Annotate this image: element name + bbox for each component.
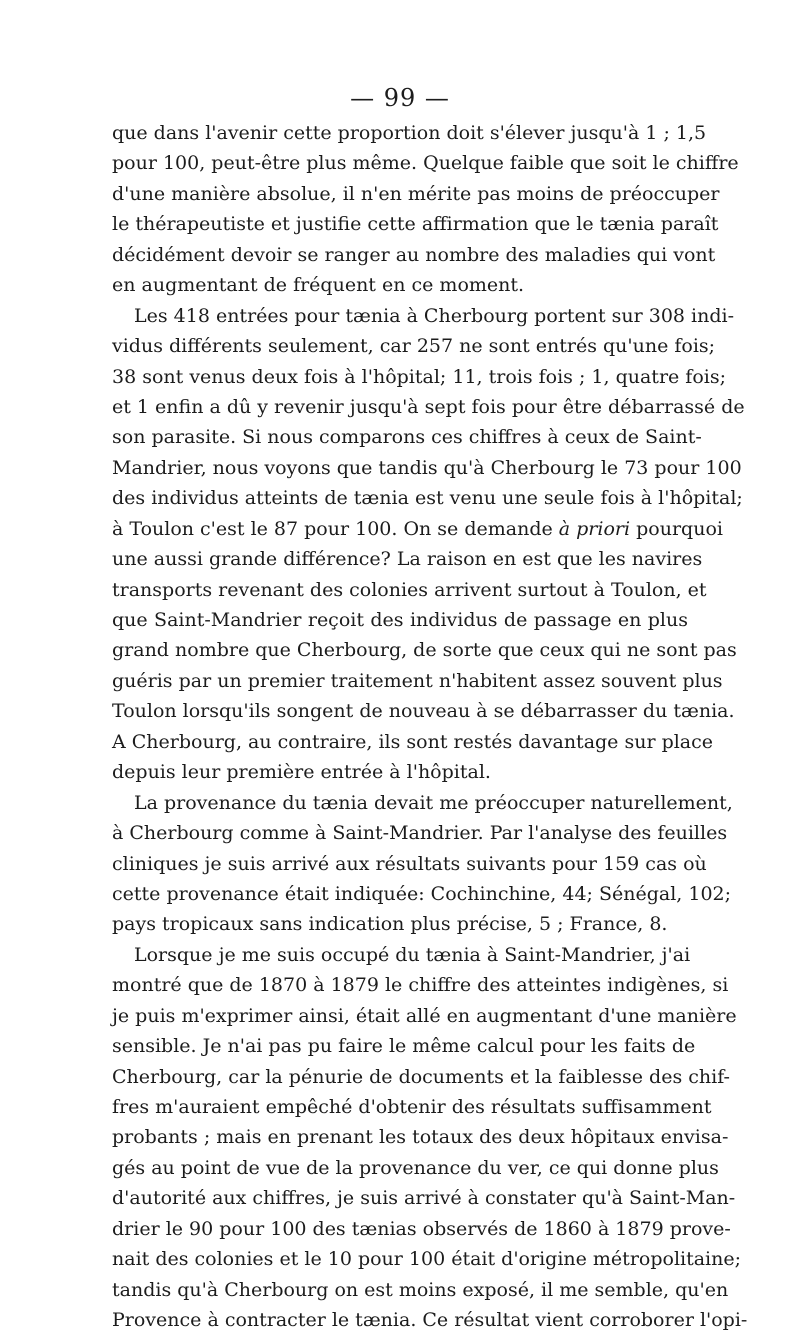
text-line: fres m'auraient empêché d'obtenir des résultats suffisamment [112, 1096, 712, 1118]
text-line: cliniques je suis arrivé aux résultats suivants pour 159 cas où [112, 852, 707, 875]
text-line: A Cherbourg, au contraire, ils sont restés davantage sur place [112, 730, 714, 753]
text-line: Mandrier, nous voyons que tandis qu'à Cherbourg le 73 pour 100 [112, 456, 742, 479]
text-line: vidus différents seulement, car 257 ne sont entrés qu'une fois; [112, 335, 716, 358]
page-number: — 99 — [350, 84, 450, 112]
text-line: pour 100, peut-être plus même. Quelque faible que soit le chiffre [112, 152, 739, 175]
text-line: décidément devoir se ranger au nombre des maladies qui vont [112, 243, 716, 266]
text-line: gés au point de vue de la provenance du ver, ce qui donne plus [112, 1156, 719, 1179]
text-segment: pourquoi [636, 517, 723, 540]
text-line: cette provenance était indiquée: Cochinchine, 44; Sénégal, 102; [112, 882, 732, 905]
text-line: Les 418 entrées pour tænia à Cherbourg portent sur 308 indi- [134, 304, 735, 327]
text-line [112, 514, 723, 544]
text-line: montré que de 1870 à 1879 le chiffre des atteintes indigènes, si [112, 974, 729, 997]
text-line: en augmentant de fréquent en ce moment. [112, 274, 525, 297]
text-line: grand nombre que Cherbourg, de sorte que ceux qui ne sont pas [112, 639, 737, 662]
text-line: pays tropicaux sans indication plus précise, 5 ; France, 8. [112, 913, 668, 936]
text-line: d'autorité aux chiffres, je suis arrivé à constater qu'à Saint-Man- [112, 1187, 736, 1210]
text-line: 38 sont venus deux fois à l'hôpital; 11, trois fois ; 1, quatre fois; [112, 365, 727, 388]
text-line: je puis m'exprimer ainsi, était allé en augmentant d'une manière [112, 1004, 737, 1027]
text-line: que Saint-Mandrier reçoit des individus de passage en plus [112, 609, 688, 631]
text-line: sensible. Je n'ai pas pu faire le même calcul pour les faits de [112, 1035, 696, 1058]
text-line: et 1 enfin a dû y revenir jusqu'à sept fois pour être débarrassé de [112, 395, 745, 418]
text-line: le thérapeutiste et justifie cette affirmation que le tænia paraît [112, 213, 719, 236]
body-text [112, 118, 748, 1336]
text-line: transports revenant des colonies arrivent surtout à Toulon, et [112, 578, 707, 601]
text-line: son parasite. Si nous comparons ces chiffres à ceux de Saint- [112, 426, 702, 449]
text-line: que dans l'avenir cette proportion doit s'élever jusqu'à 1 ; 1,5 [112, 122, 707, 144]
text-line: des individus atteints de tænia est venu une seule fois à l'hôpital; [112, 487, 743, 510]
text-line: à Cherbourg comme à Saint-Mandrier. Par l'analyse des feuilles [112, 822, 728, 845]
text-line: nait des colonies et le 10 pour 100 était d'origine métropolitaine; [112, 1248, 742, 1271]
text-line: Toulon lorsqu'ils songent de nouveau à se débarrasser du tænia. [112, 700, 735, 723]
text-line: La provenance du tænia devait me préoccuper naturellement, [134, 791, 733, 814]
text-line: Cherbourg, car la pénurie de documents et la faiblesse des chif- [112, 1065, 730, 1088]
text-line: Lorsque je me suis occupé du tænia à Saint-Mandrier, j'ai [134, 943, 691, 966]
text-line: drier le 90 pour 100 des tænias observés de 1860 à 1879 prove- [112, 1217, 731, 1240]
text-line: guéris par un premier traitement n'habitent assez souvent plus [112, 669, 723, 692]
text-line: Provence à contracter le tænia. Ce résultat vient corroborer l'opi- [112, 1309, 748, 1332]
italic-phrase: à priori [558, 517, 631, 540]
text-line: depuis leur première entrée à l'hôpital. [112, 761, 491, 784]
text-line: probants ; mais en prenant les totaux des deux hôpitaux envisa- [112, 1126, 729, 1149]
text-line: d'une manière absolue, il n'en mérite pas moins de préoccuper [112, 182, 720, 205]
text-segment: à Toulon c'est le 87 pour 100. On se demande [112, 517, 553, 540]
text-line: tandis qu'à Cherbourg on est moins exposé, il me semble, qu'en [112, 1278, 729, 1301]
text-line: une aussi grande différence? La raison en est que les navires [112, 548, 703, 571]
